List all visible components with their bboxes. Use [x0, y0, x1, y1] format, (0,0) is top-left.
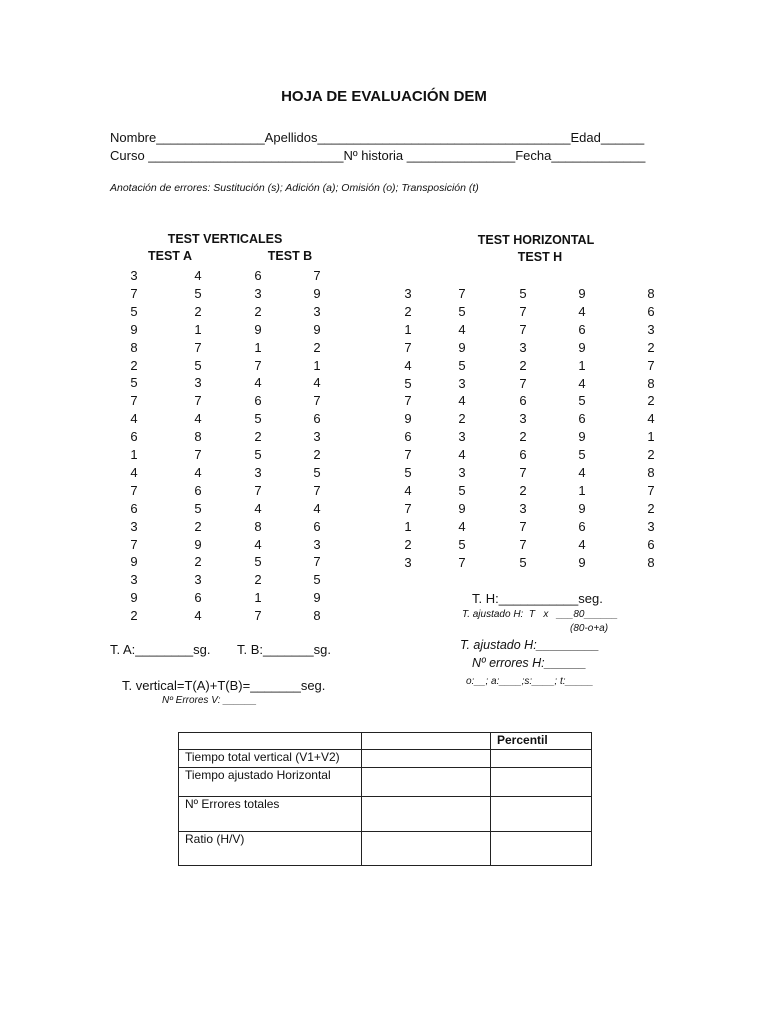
horizontal-number: 3 [519, 339, 527, 355]
horizontal-number: 9 [404, 411, 412, 427]
tvertical-field: T. vertical=T(A)+T(B)=_______seg. [122, 678, 326, 693]
test-verticales-heading: TEST VERTICALES [167, 232, 283, 246]
results-table [178, 732, 592, 866]
vertical-number: 7 [313, 482, 321, 498]
row-percentil-cell[interactable] [491, 750, 592, 768]
vertical-number: 7 [130, 536, 138, 552]
horizontal-number: 2 [458, 411, 466, 427]
horizontal-number: 4 [578, 536, 586, 552]
horizontal-number: 9 [458, 339, 466, 355]
horizontal-number: 7 [404, 339, 412, 355]
horizontal-number: 5 [458, 536, 466, 552]
horizontal-number: 5 [458, 482, 466, 498]
percentil-header: Percentil [491, 733, 592, 750]
horizontal-number: 9 [578, 339, 586, 355]
row-percentil-cell[interactable] [491, 768, 592, 797]
vertical-number: 6 [254, 268, 262, 283]
row-value-cell[interactable] [362, 768, 491, 797]
vertical-number: 2 [254, 303, 262, 319]
vertical-number: 7 [313, 393, 321, 409]
vertical-number: 6 [254, 393, 262, 409]
vertical-number: 2 [313, 339, 321, 355]
vertical-number: 3 [130, 518, 138, 534]
vertical-number: 5 [254, 447, 262, 462]
horizontal-number: 4 [458, 321, 466, 337]
vertical-number: 6 [130, 500, 138, 516]
horizontal-number: 7 [519, 518, 527, 534]
horizontal-number: 9 [578, 286, 586, 301]
vertical-number: 5 [130, 303, 138, 319]
vertical-number: 3 [254, 285, 262, 301]
horizontal-number: 1 [578, 357, 586, 373]
vertical-number: 5 [130, 375, 138, 391]
horizontal-number: 2 [519, 357, 527, 373]
vertical-number: 7 [130, 482, 138, 498]
horizontal-number: 2 [519, 429, 527, 445]
test-h-label: TEST H [517, 250, 563, 264]
vertical-number: 2 [254, 572, 262, 588]
horizontal-number: 2 [519, 482, 527, 498]
horizontal-number: 2 [404, 303, 412, 319]
error-annotation-note: Anotación de errores: Sustitución (s); Adición (a); Omisión (o); Transposición (t) [110, 182, 479, 194]
horizontal-number: 2 [647, 447, 655, 463]
vertical-number: 4 [254, 500, 262, 516]
row-value-cell[interactable] [362, 797, 491, 832]
page-title: HOJA DE EVALUACIÓN DEM [281, 88, 487, 105]
vertical-number: 9 [194, 536, 202, 552]
vertical-number: 4 [313, 375, 321, 391]
error-types-field: o:__; a:____;s:____; t:_____ [466, 676, 594, 687]
vertical-number: 9 [130, 590, 138, 606]
vertical-number: 9 [313, 590, 321, 606]
table-header-cell [179, 733, 362, 750]
vertical-number: 7 [130, 393, 138, 409]
horizontal-number: 6 [647, 303, 655, 319]
horizontal-number: 5 [404, 465, 412, 480]
vertical-number: 2 [194, 303, 202, 319]
horizontal-number: 3 [647, 321, 655, 337]
vertical-number: 3 [130, 572, 138, 588]
horizontal-number: 7 [519, 536, 527, 552]
test-b-label: TEST B [267, 249, 313, 263]
errores-h-field: Nº errores H:______ [472, 656, 587, 670]
vertical-number: 3 [194, 572, 202, 588]
vertical-number: 4 [130, 411, 138, 427]
vertical-number: 5 [313, 464, 321, 480]
vertical-number: 4 [254, 375, 262, 391]
horizontal-number: 1 [404, 518, 412, 534]
vertical-number: 1 [130, 447, 138, 462]
vertical-number: 7 [313, 268, 321, 283]
vertical-number: 7 [130, 285, 138, 301]
horizontal-number: 5 [578, 393, 586, 409]
vertical-number: 3 [130, 268, 138, 283]
horizontal-number: 7 [519, 465, 527, 480]
horizontal-number: 3 [458, 465, 466, 480]
vertical-number: 9 [313, 321, 321, 337]
horizontal-number: 3 [404, 286, 412, 301]
errores-v-field: Nº Errores V: ______ [162, 695, 257, 706]
ta-field: T. A:________sg. [110, 642, 211, 657]
row-value-cell[interactable] [362, 750, 491, 768]
vertical-number: 7 [254, 608, 262, 624]
horizontal-number: 2 [647, 393, 655, 409]
horizontal-number: 4 [578, 375, 586, 391]
row-percentil-cell[interactable] [491, 832, 592, 866]
horizontal-number: 8 [647, 375, 655, 391]
horizontal-number: 4 [647, 411, 655, 427]
horizontal-number: 4 [404, 482, 412, 498]
table-row [179, 750, 592, 768]
vertical-number: 8 [130, 339, 138, 355]
vertical-number: 9 [313, 285, 321, 301]
vertical-number: 5 [254, 411, 262, 427]
vertical-number: 1 [254, 590, 262, 606]
vertical-number: 3 [313, 536, 321, 552]
horizontal-number: 4 [404, 357, 412, 373]
vertical-number: 6 [130, 429, 138, 445]
horizontal-number: 3 [458, 375, 466, 391]
vertical-number: 5 [194, 500, 202, 516]
vertical-number: 2 [313, 447, 321, 462]
row-value-cell[interactable] [362, 832, 491, 866]
horizontal-number: 6 [647, 536, 655, 552]
horizontal-number: 6 [519, 393, 527, 409]
tb-field: T. B:_______sg. [237, 642, 331, 657]
test-a-label: TEST A [148, 249, 192, 263]
vertical-number: 5 [194, 357, 202, 373]
horizontal-number: 1 [578, 482, 586, 498]
vertical-number: 6 [313, 518, 321, 534]
vertical-number: 2 [194, 554, 202, 570]
horizontal-number: 3 [519, 411, 527, 427]
horizontal-number: 5 [519, 554, 527, 570]
horizontal-number: 9 [578, 500, 586, 516]
horizontal-number: 3 [647, 518, 655, 534]
horizontal-number: 4 [578, 465, 586, 480]
vertical-number: 1 [254, 339, 262, 355]
form-line-name: Nombre_______________Apellidos___________________________________Edad______ [110, 130, 645, 145]
vertical-number: 4 [130, 464, 138, 480]
table-row [179, 797, 592, 832]
horizontal-number: 2 [647, 500, 655, 516]
horizontal-number: 7 [458, 286, 466, 301]
horizontal-number: 7 [519, 375, 527, 391]
vertical-number: 5 [254, 554, 262, 570]
vertical-number: 2 [130, 357, 138, 373]
horizontal-number: 7 [404, 393, 412, 409]
vertical-number: 4 [254, 536, 262, 552]
vertical-number: 1 [313, 357, 321, 373]
horizontal-number: 5 [519, 286, 527, 301]
horizontal-number: 7 [519, 303, 527, 319]
horizontal-number: 7 [519, 321, 527, 337]
horizontal-number: 5 [404, 375, 412, 391]
vertical-number: 6 [313, 411, 321, 427]
horizontal-number: 1 [647, 429, 655, 445]
vertical-number: 8 [194, 429, 202, 445]
vertical-number: 3 [254, 464, 262, 480]
table-header-row [179, 733, 592, 750]
horizontal-number: 6 [578, 411, 586, 427]
table-row [179, 768, 592, 797]
vertical-number: 4 [194, 268, 202, 283]
vertical-number: 9 [130, 554, 138, 570]
vertical-number: 6 [194, 482, 202, 498]
vertical-number: 4 [194, 464, 202, 480]
vertical-number: 4 [194, 411, 202, 427]
horizontal-number: 7 [647, 357, 655, 373]
horizontal-number: 4 [458, 518, 466, 534]
vertical-number: 6 [194, 590, 202, 606]
ajustado-denominator: (80-o+a) [570, 623, 609, 634]
vertical-number: 7 [194, 393, 202, 409]
horizontal-number: 6 [404, 429, 412, 445]
vertical-number: 2 [130, 608, 138, 624]
horizontal-number: 1 [404, 321, 412, 337]
horizontal-number: 7 [647, 482, 655, 498]
horizontal-number: 4 [458, 447, 466, 463]
horizontal-number: 3 [458, 429, 466, 445]
table-header-cell [362, 733, 491, 750]
vertical-number: 9 [254, 321, 262, 337]
vertical-number: 5 [194, 285, 202, 301]
horizontal-number: 8 [647, 286, 655, 301]
row-label: Tiempo total vertical (V1+V2) [179, 750, 362, 768]
horizontal-number: 2 [404, 536, 412, 552]
vertical-number: 7 [254, 357, 262, 373]
test-horizontal-heading: TEST HORIZONTAL [477, 233, 595, 247]
vertical-number: 5 [313, 572, 321, 588]
vertical-number: 8 [313, 608, 321, 624]
vertical-number: 7 [194, 339, 202, 355]
ajustado-formula: T. ajustado H: T x ___80______ [462, 609, 618, 620]
horizontal-number: 7 [458, 554, 466, 570]
horizontal-number: 2 [647, 339, 655, 355]
horizontal-number: 4 [458, 393, 466, 409]
form-line-course: Curso ___________________________Nº historia _______________Fecha_____________ [110, 148, 646, 163]
horizontal-number: 6 [578, 518, 586, 534]
horizontal-number: 4 [578, 303, 586, 319]
horizontal-number: 5 [458, 357, 466, 373]
vertical-number: 1 [194, 321, 202, 337]
vertical-number: 3 [194, 375, 202, 391]
vertical-number: 3 [313, 429, 321, 445]
vertical-number: 4 [194, 608, 202, 624]
vertical-number: 2 [254, 429, 262, 445]
horizontal-number: 3 [519, 500, 527, 516]
horizontal-number: 9 [578, 429, 586, 445]
horizontal-number: 7 [404, 447, 412, 463]
row-label: Tiempo ajustado Horizontal [179, 768, 362, 797]
horizontal-number: 8 [647, 465, 655, 480]
ajustado-field: T. ajustado H:_________ [460, 638, 600, 652]
row-label: Ratio (H/V) [179, 832, 362, 866]
vertical-number: 7 [194, 447, 202, 462]
horizontal-number: 9 [458, 500, 466, 516]
th-field: T. H:___________seg. [472, 591, 603, 606]
horizontal-number: 3 [404, 554, 412, 570]
horizontal-number: 5 [458, 303, 466, 319]
horizontal-number: 6 [578, 321, 586, 337]
horizontal-number: 5 [578, 447, 586, 463]
vertical-number: 7 [254, 482, 262, 498]
vertical-number: 7 [313, 554, 321, 570]
row-percentil-cell[interactable] [491, 797, 592, 832]
table-row [179, 832, 592, 866]
vertical-number: 4 [313, 500, 321, 516]
horizontal-number: 8 [647, 554, 655, 570]
vertical-number: 8 [254, 518, 262, 534]
horizontal-number: 6 [519, 447, 527, 463]
vertical-number: 9 [130, 321, 138, 337]
vertical-number: 3 [313, 303, 321, 319]
vertical-number: 2 [194, 518, 202, 534]
row-label: Nº Errores totales [179, 797, 362, 832]
horizontal-number: 7 [404, 500, 412, 516]
horizontal-number: 9 [578, 554, 586, 570]
